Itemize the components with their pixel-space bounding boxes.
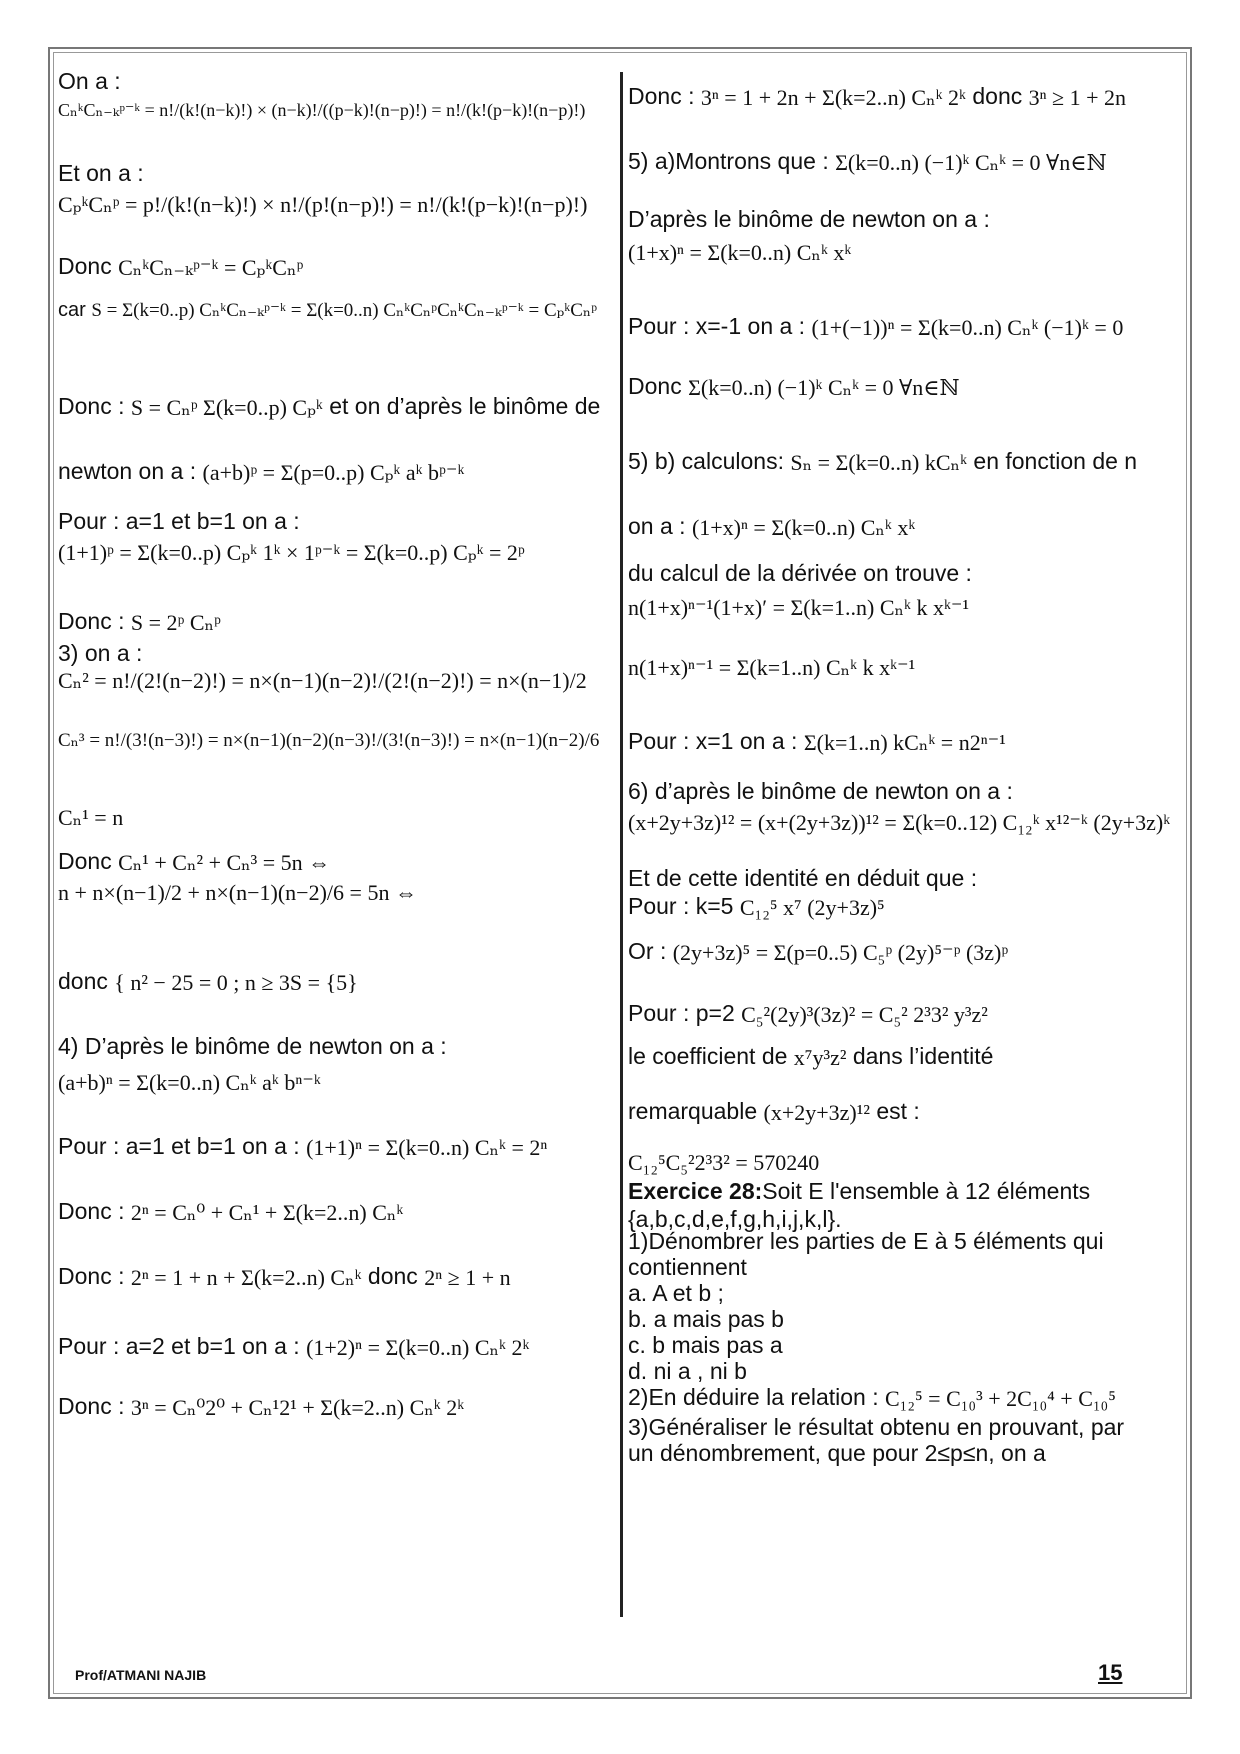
- text-segment: Pour : k=5: [628, 893, 740, 919]
- math-expression: Cₙ² = n!/(2!(n−2)!) = n×(n−1)(n−2)!/(2!(n−2)!) = n×(n−1)/2: [58, 667, 587, 693]
- text-segment: Donc: [58, 848, 119, 874]
- left-column-line: [58, 100, 585, 119]
- math-expression: (1+2)ⁿ = Σ(k=0..n) Cₙᵏ 2ᵏ: [306, 1334, 530, 1360]
- text-segment: Pour : x=-1 on a :: [628, 313, 812, 339]
- text-segment: Or :: [628, 938, 673, 964]
- math-expression: (x+2y+3z)¹² = (x+(2y+3z))¹² = Σ(k=0..12) C₁₂ᵏ x¹²⁻ᵏ (2y+3z)ᵏ: [628, 809, 1171, 835]
- left-column-line: [58, 668, 587, 692]
- text-segment: 6) d’après le binôme de newton on a :: [628, 778, 1013, 804]
- right-column-line: [628, 1100, 920, 1124]
- text-segment: donc: [361, 1263, 425, 1289]
- right-column-line: [628, 1150, 819, 1174]
- math-expression: { n² − 25 = 0 ; n ≥ 3: [114, 969, 290, 995]
- text-segment: le coefficient de: [628, 1043, 794, 1069]
- right-column-line: [628, 655, 915, 679]
- text-segment: Pour : p=2: [628, 1000, 742, 1026]
- math-expression: n(1+x)ⁿ⁻¹(1+x)′ = Σ(k=1..n) Cₙᵏ k xᵏ⁻¹: [628, 594, 970, 620]
- right-column-line: [628, 1256, 747, 1279]
- math-expression: Σ(k=1..n) kCₙᵏ = n2ⁿ⁻¹: [803, 729, 1006, 755]
- math-expression: 3ⁿ = 1 + 2n + Σ(k=2..n) Cₙᵏ 2ᵏ: [700, 84, 966, 110]
- math-expression: C₅²(2y)³(3z)² = C₅² 2³3² y³z²: [741, 1001, 988, 1027]
- math-expression: (1+x)ⁿ = Σ(k=0..n) Cₙᵏ xᵏ: [691, 514, 916, 540]
- left-column-line: [58, 1335, 529, 1359]
- right-column-line: [628, 867, 977, 890]
- math-expression: n(1+x)ⁿ⁻¹ = Σ(k=1..n) Cₙᵏ k xᵏ⁻¹: [628, 654, 916, 680]
- math-expression: S = Cₙᵖ Σ(k=0..p) Cₚᵏ: [130, 394, 323, 420]
- left-column-line: [58, 642, 142, 665]
- math-expression: C₁₂⁵ = C₁₀³ + 2C₁₀⁴ + C₁₀⁵: [885, 1385, 1116, 1411]
- math-expression: Cₙ¹ = n: [58, 804, 124, 830]
- left-column-line: [58, 460, 464, 484]
- right-column-line: [628, 1442, 1046, 1465]
- exercise-title: Exercice 28:: [628, 1178, 763, 1204]
- text-segment: 3) on a :: [58, 640, 143, 666]
- text-segment: Donc: [628, 373, 689, 399]
- text-segment: On a :: [58, 68, 121, 94]
- right-column-line: [628, 1282, 724, 1305]
- text-segment: Pour : x=1 on a :: [628, 728, 804, 754]
- right-column-line: [628, 1360, 747, 1383]
- right-column-line: [628, 895, 885, 919]
- column-divider: [620, 72, 623, 1617]
- math-expression: S = Σ(k=0..p) CₙᵏCₙ₋ₖᵖ⁻ᵏ = Σ(k=0..n) CₙᵏCₙᵖ: [91, 300, 438, 322]
- right-column-line: [628, 150, 1107, 174]
- text-segment: D’après le binôme de newton on a :: [628, 206, 990, 232]
- left-column-line: [58, 162, 144, 185]
- math-expression: Cₙ³ = n!/(3!(n−3)!) = n×(n−1)(n−2)(n−3)!/(3!(n−3)!) = n×(n−1)(n−2)/6: [58, 730, 600, 752]
- math-expression: (1+(−1))ⁿ = Σ(k=0..n) Cₙᵏ (−1)ᵏ = 0: [811, 314, 1124, 340]
- math-expression: x⁷y³z²: [793, 1044, 847, 1070]
- left-column-line: [58, 1265, 511, 1289]
- math-expression: n + n×(n−1)/2 + n×(n−1)(n−2)/6 = 5n ⇔: [58, 879, 417, 905]
- text-segment: 5) b) calculons:: [628, 448, 791, 474]
- left-column-line: [58, 1070, 321, 1094]
- right-column-line: [628, 780, 1013, 803]
- text-segment: Pour : a=1 et b=1 on a :: [58, 1133, 307, 1159]
- math-expression: CₙᵏCₙ₋ₖᵖ⁻ᵏ = CₚᵏCₙᵖ: [118, 254, 304, 280]
- text-segment: Et on a :: [58, 160, 144, 186]
- math-expression: Sₙ = Σ(k=0..n) kCₙᵏ: [790, 449, 968, 475]
- text-segment: Et de cette identité en déduit que :: [628, 865, 978, 891]
- text-segment: Soit E l'ensemble à 12 éléments: [762, 1178, 1091, 1204]
- text-segment: 1)Dénombrer les parties de E à 5 éléments qui: [628, 1228, 1104, 1254]
- math-expression: 2ⁿ ≥ 1 + n: [424, 1264, 511, 1290]
- text-segment: en fonction de n: [967, 448, 1138, 474]
- right-column-line: [628, 375, 960, 399]
- text-segment: 5) a)Montrons que :: [628, 148, 836, 174]
- math-expression: (1+1)ᵖ = Σ(k=0..p) Cₚᵏ 1ᵏ × 1ᵖ⁻ᵏ = Σ(k=0..p) Cₚᵏ = 2ᵖ: [58, 539, 525, 565]
- text-segment: Donc :: [58, 1263, 131, 1289]
- math-expression: (x+2y+3z)¹²: [763, 1099, 870, 1125]
- math-expression: CₚᵏCₙᵖ = p!/(k!(n−k)!) × n!/(p!(n−p)!) = n!/(k!(p−k)!(n−p)!): [58, 191, 588, 217]
- text-segment: Donc :: [58, 1198, 131, 1224]
- text-segment: car: [58, 299, 92, 321]
- left-column-line: [58, 70, 121, 93]
- left-column-line: [58, 850, 330, 874]
- left-column-line: [58, 300, 597, 320]
- footer-author: Prof/ATMANI NAJIB: [75, 1667, 207, 1683]
- text-segment: et on d’après le binôme de: [322, 393, 601, 419]
- right-column-line: [628, 1230, 1104, 1253]
- math-expression: (1+x)ⁿ = Σ(k=0..n) Cₙᵏ xᵏ: [628, 239, 852, 265]
- text-segment: du calcul de la dérivée on trouve :: [628, 560, 972, 586]
- right-column-line: [628, 562, 972, 585]
- right-column-line: [628, 810, 1170, 834]
- text-segment: remarquable: [628, 1098, 764, 1124]
- right-column-line: [628, 208, 990, 231]
- text-segment: on a :: [628, 513, 692, 539]
- math-expression: 3ⁿ ≥ 1 + 2n: [1028, 84, 1127, 110]
- math-expression: 2ⁿ = 1 + n + Σ(k=2..n) Cₙᵏ: [130, 1264, 362, 1290]
- right-column-line: [628, 85, 1126, 109]
- math-expression: Σ(k=0..n) (−1)ᵏ Cₙᵏ = 0 ∀n∈ℕ: [835, 149, 1107, 175]
- text-segment: 4) D’après le binôme de newton on a :: [58, 1033, 447, 1059]
- math-expression: (2y+3z)⁵ = Σ(p=0..5) C₅ᵖ (2y)⁵⁻ᵖ (3z)ᵖ: [672, 939, 1009, 965]
- math-expression: C₁₂⁵C₅²2³3² = 570240: [628, 1149, 820, 1175]
- math-expression: S = {5}: [289, 969, 358, 995]
- text-segment: dans l’identité: [846, 1043, 994, 1069]
- text-segment: est :: [869, 1098, 920, 1124]
- text-segment: Donc :: [58, 608, 131, 634]
- math-expression: 3ⁿ = Cₙ⁰2⁰ + Cₙ¹2¹ + Σ(k=2..n) Cₙᵏ 2ᵏ: [130, 1394, 465, 1420]
- text-segment: Pour : a=1 et b=1 on a :: [58, 508, 300, 534]
- right-column-line: [628, 1334, 783, 1357]
- math-expression: (1+1)ⁿ = Σ(k=0..n) Cₙᵏ = 2ⁿ: [306, 1134, 548, 1160]
- left-column-line: [58, 540, 525, 564]
- text-segment: Donc :: [58, 1393, 131, 1419]
- math-expression: Σ(k=0..n) (−1)ᵏ Cₙᵏ = 0 ∀n∈ℕ: [688, 374, 960, 400]
- right-column-line: [628, 240, 851, 264]
- text-segment: newton on a :: [58, 458, 203, 484]
- text-segment: Donc :: [58, 393, 131, 419]
- left-column-line: [58, 192, 587, 216]
- right-column-line: [628, 940, 1008, 964]
- left-column-line: [58, 1200, 403, 1224]
- left-column-line: [58, 610, 221, 634]
- math-expression: S = 2ᵖ Cₙᵖ: [130, 609, 221, 635]
- page-number: 15: [1098, 1660, 1123, 1685]
- left-column-line: [58, 255, 303, 279]
- right-column-line: [628, 515, 915, 539]
- text-segment: contiennent: [628, 1254, 747, 1280]
- text-segment: 2)En déduire la relation :: [628, 1384, 885, 1410]
- right-column-line: [628, 1416, 1124, 1439]
- math-expression: 2ⁿ = Cₙ⁰ + Cₙ¹ + Σ(k=2..n) Cₙᵏ: [130, 1199, 404, 1225]
- left-column-line: [58, 880, 417, 904]
- left-column-line: [58, 970, 358, 994]
- right-column-line: [628, 1308, 784, 1331]
- math-expression: CₙᵏCₙ₋ₖᵖ⁻ᵏ = CₚᵏCₙᵖ: [437, 300, 598, 322]
- math-expression: C₁₂⁵ x⁷ (2y+3z)⁵: [739, 894, 885, 920]
- right-column-line: [628, 1180, 1090, 1203]
- math-expression: CₙᵏCₙ₋ₖᵖ⁻ᵏ = n!/(k!(n−k)!) × (n−k)!/((p−k)!(n−p)!) = n!/(k!(p−k)!(n−p)!): [58, 99, 586, 120]
- text-segment: donc: [58, 968, 115, 994]
- text-segment: {a,b,c,d,e,f,g,h,i,j,k,l}.: [628, 1206, 842, 1232]
- math-expression: (a+b)ᵖ = Σ(p=0..p) Cₚᵏ aᵏ bᵖ⁻ᵏ: [202, 459, 465, 485]
- math-expression: Cₙ¹ + Cₙ² + Cₙ³ = 5n ⇔: [118, 849, 331, 875]
- left-column-line: [58, 730, 599, 750]
- right-column-line: [628, 450, 1137, 474]
- text-segment: b. a mais pas b: [628, 1306, 784, 1332]
- text-segment: c. b mais pas a: [628, 1332, 783, 1358]
- text-segment: 3)Généraliser le résultat obtenu en prouvant, par: [628, 1414, 1125, 1440]
- left-column-line: [58, 1035, 447, 1058]
- right-column-line: [628, 1386, 1116, 1410]
- text-segment: un dénombrement, que pour 2≤p≤n, on a: [628, 1440, 1046, 1466]
- right-column-line: [628, 315, 1123, 339]
- left-column-line: [58, 805, 123, 829]
- text-segment: Donc: [58, 253, 119, 279]
- left-column-line: [58, 1135, 547, 1159]
- text-segment: Pour : a=2 et b=1 on a :: [58, 1333, 307, 1359]
- text-segment: donc: [965, 83, 1029, 109]
- text-segment: d. ni a , ni b: [628, 1358, 747, 1384]
- right-column-line: [628, 1002, 988, 1026]
- left-column-line: [58, 510, 300, 533]
- right-column-line: [628, 595, 969, 619]
- right-column-line: [628, 730, 1006, 754]
- right-column-line: [628, 1045, 993, 1069]
- left-column-line: [58, 395, 600, 419]
- text-segment: a. A et b ;: [628, 1280, 724, 1306]
- left-column-line: [58, 1395, 464, 1419]
- text-segment: Donc :: [628, 83, 701, 109]
- math-expression: (a+b)ⁿ = Σ(k=0..n) Cₙᵏ aᵏ bⁿ⁻ᵏ: [58, 1069, 321, 1095]
